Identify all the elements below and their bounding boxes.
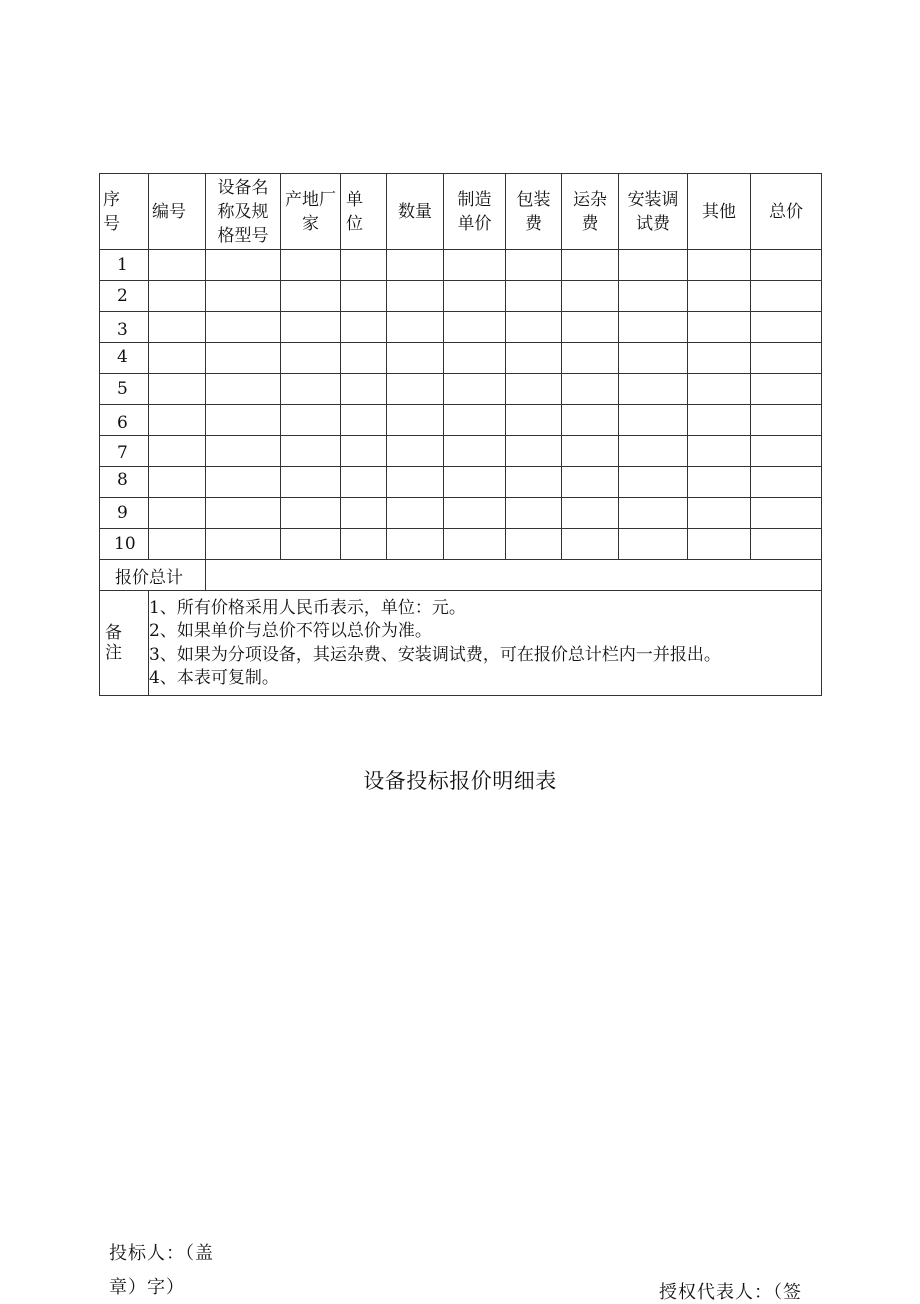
total-row (100, 560, 822, 591)
header-other: 其他 (688, 174, 751, 250)
row-number: 10 (100, 529, 149, 560)
remarks-label: 备 注 (100, 591, 149, 696)
bidder-signature-line2: 章）字） (109, 1277, 185, 1298)
row-number: 6 (100, 405, 149, 436)
row-number: 9 (100, 498, 149, 529)
header-mfg-price: 制造 单价 (444, 174, 506, 250)
total-label: 报价总计 (100, 560, 206, 591)
table-row (100, 436, 822, 467)
table-row (100, 281, 822, 312)
note-1: 1、所有价格采用人民币表示，单位：元。 (149, 598, 466, 618)
document-title: 设备投标报价明细表 (363, 769, 557, 793)
row-number: 5 (100, 374, 149, 405)
representative-signature: 授权代表人：（签 (659, 1282, 802, 1303)
table-row (100, 374, 822, 405)
header-freight: 运杂 费 (562, 174, 619, 250)
row-number: 7 (100, 436, 149, 467)
note-4: 4、本表可复制。 (149, 667, 279, 688)
bidder-signature-line1: 投标人：（盖 (109, 1243, 214, 1264)
header-code: 编号 (149, 174, 206, 250)
header-unit: 单 位 (341, 174, 387, 250)
header-install: 安装调 试费 (619, 174, 688, 250)
header-quantity: 数量 (387, 174, 444, 250)
quotation-table (99, 173, 822, 696)
table-row (100, 250, 822, 281)
header-seq: 序 号 (100, 174, 149, 250)
table-header-row (100, 174, 822, 250)
table-row (100, 467, 822, 498)
note-3: 3、如果为分项设备，其运杂费、安装调试费，可在报价总计栏内一并报出。 (149, 644, 721, 665)
header-name-spec: 设备名 称及规 格型号 (206, 174, 281, 250)
table-row (100, 312, 822, 343)
header-packing: 包装 费 (506, 174, 562, 250)
table-row (100, 405, 822, 436)
row-number: 8 (100, 467, 149, 498)
note-2: 2、如果单价与总价不符以总价为准。 (149, 621, 432, 642)
remarks-notes (149, 591, 822, 696)
row-number: 3 (100, 312, 149, 343)
table-row (100, 343, 822, 374)
row-number: 1 (100, 250, 149, 281)
table-row (100, 498, 822, 529)
row-number: 2 (100, 281, 149, 312)
header-total: 总价 (751, 174, 822, 250)
remarks-row (100, 591, 822, 696)
total-value-cell (206, 560, 822, 591)
table-row (100, 529, 822, 560)
header-origin: 产地厂 家 (281, 174, 341, 250)
row-number: 4 (100, 343, 149, 374)
